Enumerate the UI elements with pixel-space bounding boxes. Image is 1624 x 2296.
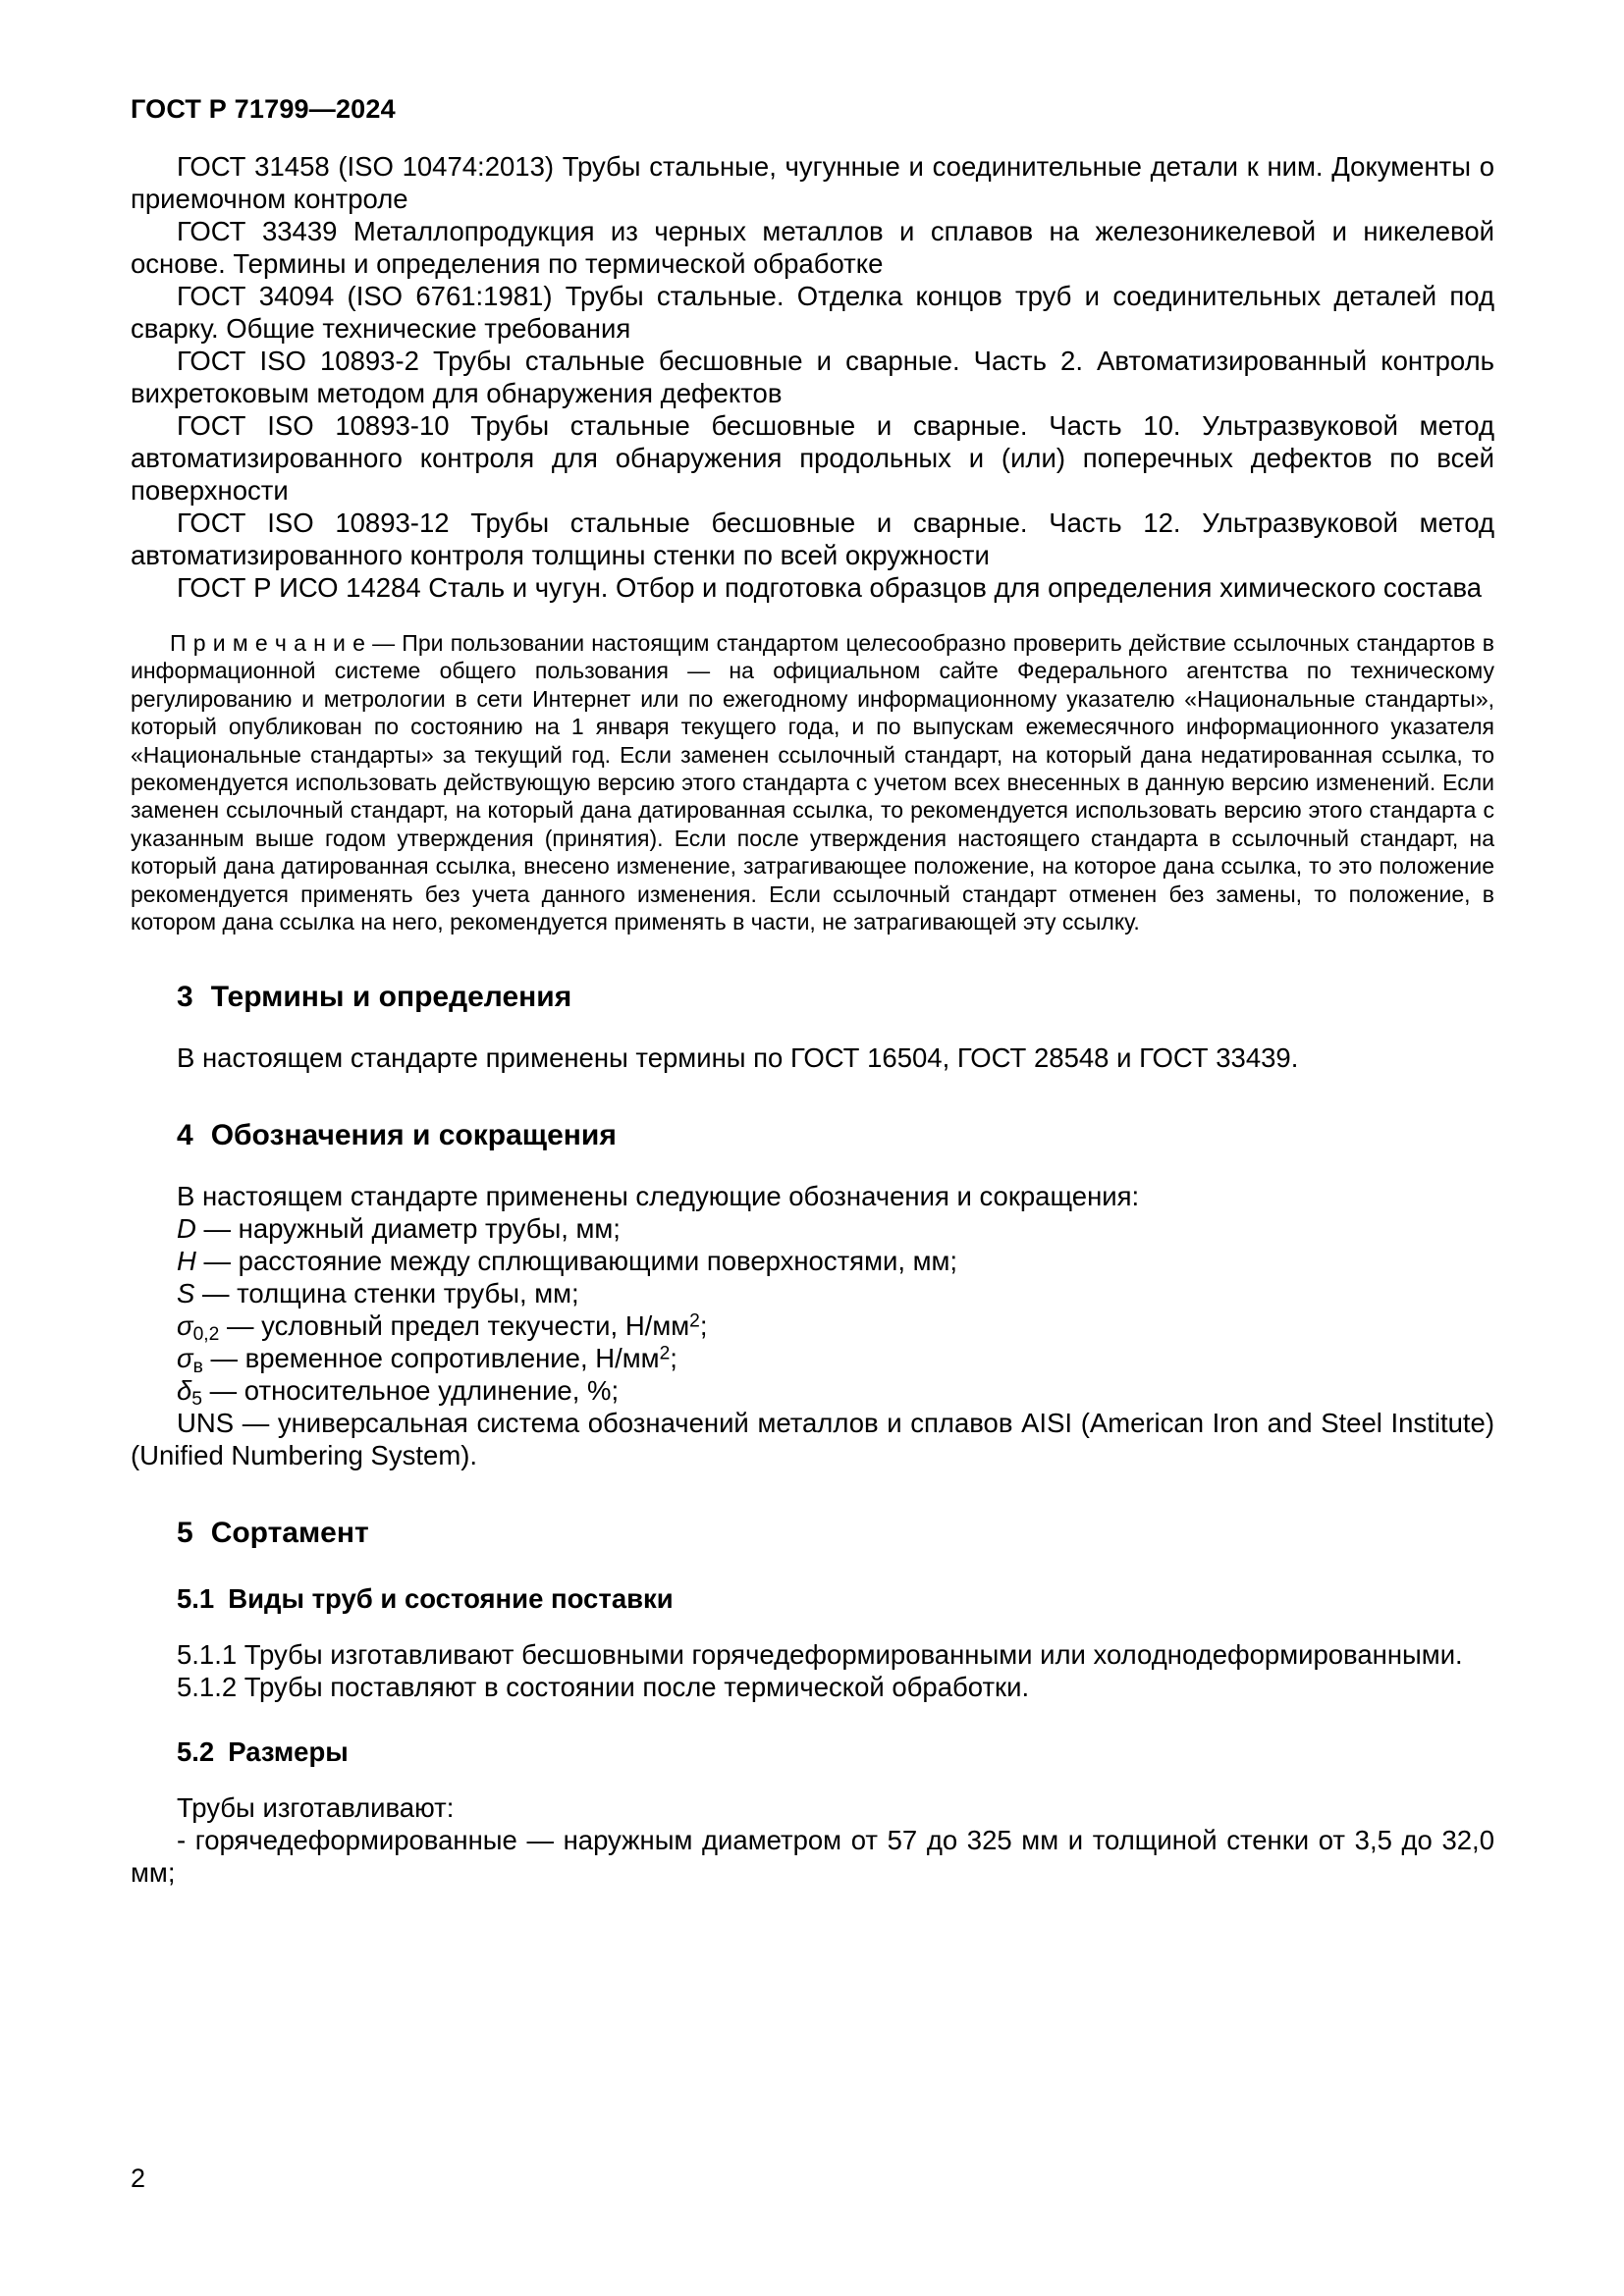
- symbol-text: — временное сопротивление, Н/мм: [202, 1343, 660, 1374]
- section-5-2-number: 5.2: [177, 1736, 215, 1768]
- symbol-term: D: [177, 1213, 196, 1245]
- symbol-subscript: 5: [191, 1389, 202, 1411]
- section-4-number: 4: [177, 1119, 193, 1152]
- symbol-text: — условный предел текучести, Н/мм: [219, 1310, 690, 1342]
- symbol-superscript: 2: [689, 1310, 700, 1332]
- symbol-definition: [131, 1374, 1494, 1411]
- section-5-heading: [177, 1517, 1494, 1550]
- section-5-number: 5: [177, 1517, 193, 1550]
- section-4-title: Обозначения и сокращения: [210, 1119, 617, 1152]
- reference-paragraph: ГОСТ 33439 Металлопродукция из черных металлов и сплавов на железоникелевой и никелевой основе. Термины и определения по термической обработке: [131, 216, 1494, 279]
- symbol-definition: [131, 1342, 1494, 1378]
- reference-paragraph: ГОСТ 34094 (ISO 6761:1981) Трубы стальные. Отделка концов труб и соединительных деталей под сварку. Общие технические требования: [131, 281, 1494, 344]
- symbol-term: H: [177, 1246, 196, 1277]
- symbol-definition: [131, 1309, 1494, 1346]
- section-5-title: Сортамент: [210, 1517, 369, 1550]
- symbol-text: — толщина стенки трубы, мм;: [194, 1278, 579, 1309]
- section-5-1-heading: [177, 1583, 1494, 1615]
- symbol-tail: ;: [699, 1310, 708, 1342]
- section-5-1-1-paragraph: 5.1.1 Трубы изготавливают бесшовными горячедеформированными или холоднодеформированными.: [177, 1639, 1463, 1671]
- section-3-heading: [177, 981, 1494, 1014]
- symbol-subscript: в: [192, 1357, 203, 1378]
- symbol-tail: ;: [670, 1343, 677, 1374]
- reference-paragraph: ГОСТ Р ИСО 14284 Сталь и чугун. Отбор и подготовка образцов для определения химического состава: [177, 572, 1483, 603]
- symbol-text: — относительное удлинение, %;: [202, 1375, 620, 1407]
- symbol-definition: [131, 1277, 1494, 1309]
- section-5-2-title: Размеры: [228, 1736, 349, 1768]
- symbol-subscript: 0,2: [192, 1324, 220, 1346]
- symbol-text: — наружный диаметр трубы, мм;: [195, 1213, 621, 1245]
- symbol-term: σ: [177, 1343, 193, 1374]
- section-3-paragraph: В настоящем стандарте применены термины по ГОСТ 16504, ГОСТ 28548 и ГОСТ 33439.: [177, 1042, 1299, 1074]
- section-5-2-item: - горячедеформированные — наружным диаметром от 57 до 325 мм и толщиной стенки от 3,5 до 32,0 мм;: [131, 1825, 1494, 1889]
- symbol-term: S: [177, 1278, 195, 1309]
- note-paragraph: П р и м е ч а н и е — При пользовании настоящим стандартом целесообразно проверить действие ссылочных стандартов в информационной системе общего пользования — на официальном сайте Федерального агентства по техническому регулированию и метрологии в сети Интернет или по ежегодному информационному указателю «Национальные стандарты», который опубликован по состоянию на 1 января текущего года, и по выпускам ежемесячного информационного указателя «Национальные стандарты» за текущий год. Если заменен ссылочный стандарт, на который дана недатированная ссылка, то рекомендуется использовать действующую версию этого стандарта с учетом всех внесенных в данную версию изменений. Если заменен ссылочный стандарт, на который дана датированная ссылка, то рекомендуется использовать версию этого стандарта с указанным выше годом утверждения (принятия). Если после утверждения настоящего стандарта в ссылочный стандарт, на который дана датированная ссылка, внесено изменение, затрагивающее положение, на которое дана ссылка, то это положение рекомендуется применять без учета данного изменения. Если ссылочный стандарт отменен без замены, то положение, в котором дана ссылка на него, рекомендуется применять в части, не затрагивающей эту ссылку.: [131, 630, 1494, 934]
- symbol-text: — расстояние между сплющивающими поверхностями, мм;: [195, 1246, 958, 1277]
- section-5-1-2-paragraph: 5.1.2 Трубы поставляют в состоянии после термической обработки.: [177, 1672, 1030, 1703]
- symbol-term: σ: [177, 1310, 193, 1342]
- reference-paragraph: ГОСТ ISO 10893-12 Трубы стальные бесшовные и сварные. Часть 12. Ультразвуковой метод автоматизированного контроля толщины стенки по всей окружности: [131, 507, 1494, 570]
- section-5-1-title: Виды труб и состояние поставки: [228, 1583, 674, 1615]
- page-number: 2: [131, 2163, 146, 2193]
- section-5-2-intro: Трубы изготавливают:: [177, 1792, 455, 1824]
- reference-paragraph: ГОСТ ISO 10893-10 Трубы стальные бесшовные и сварные. Часть 10. Ультразвуковой метод автоматизированного контроля для обнаружения продольных и (или) поперечных дефектов по всей поверхности: [131, 410, 1494, 506]
- section-5-2-heading: [177, 1736, 1494, 1768]
- reference-paragraph: ГОСТ ISO 10893-2 Трубы стальные бесшовные и сварные. Часть 2. Автоматизированный контроль вихретоковым методом для обнаружения дефектов: [131, 346, 1494, 408]
- section-4-heading: [177, 1119, 1494, 1152]
- doc-number: ГОСТ Р 71799—2024: [131, 94, 396, 124]
- symbol-term: δ: [177, 1375, 192, 1407]
- reference-paragraph: ГОСТ 31458 (ISO 10474:2013) Трубы стальные, чугунные и соединительные детали к ним. Документы о приемочном контроле: [131, 151, 1494, 214]
- section-5-1-number: 5.1: [177, 1583, 215, 1615]
- section-3-title: Термины и определения: [210, 981, 572, 1014]
- section-4-intro: В настоящем стандарте применены следующие обозначения и сокращения:: [177, 1181, 1140, 1212]
- section-3-number: 3: [177, 981, 193, 1014]
- symbol-definition: [131, 1212, 1494, 1245]
- symbol-definition: [131, 1245, 1494, 1277]
- uns-paragraph: UNS — универсальная система обозначений металлов и сплавов AISI (American Iron and Steel Institute) (Unified Numbering System).: [131, 1408, 1494, 1471]
- references-section: [131, 150, 1494, 604]
- symbol-superscript: 2: [659, 1343, 671, 1364]
